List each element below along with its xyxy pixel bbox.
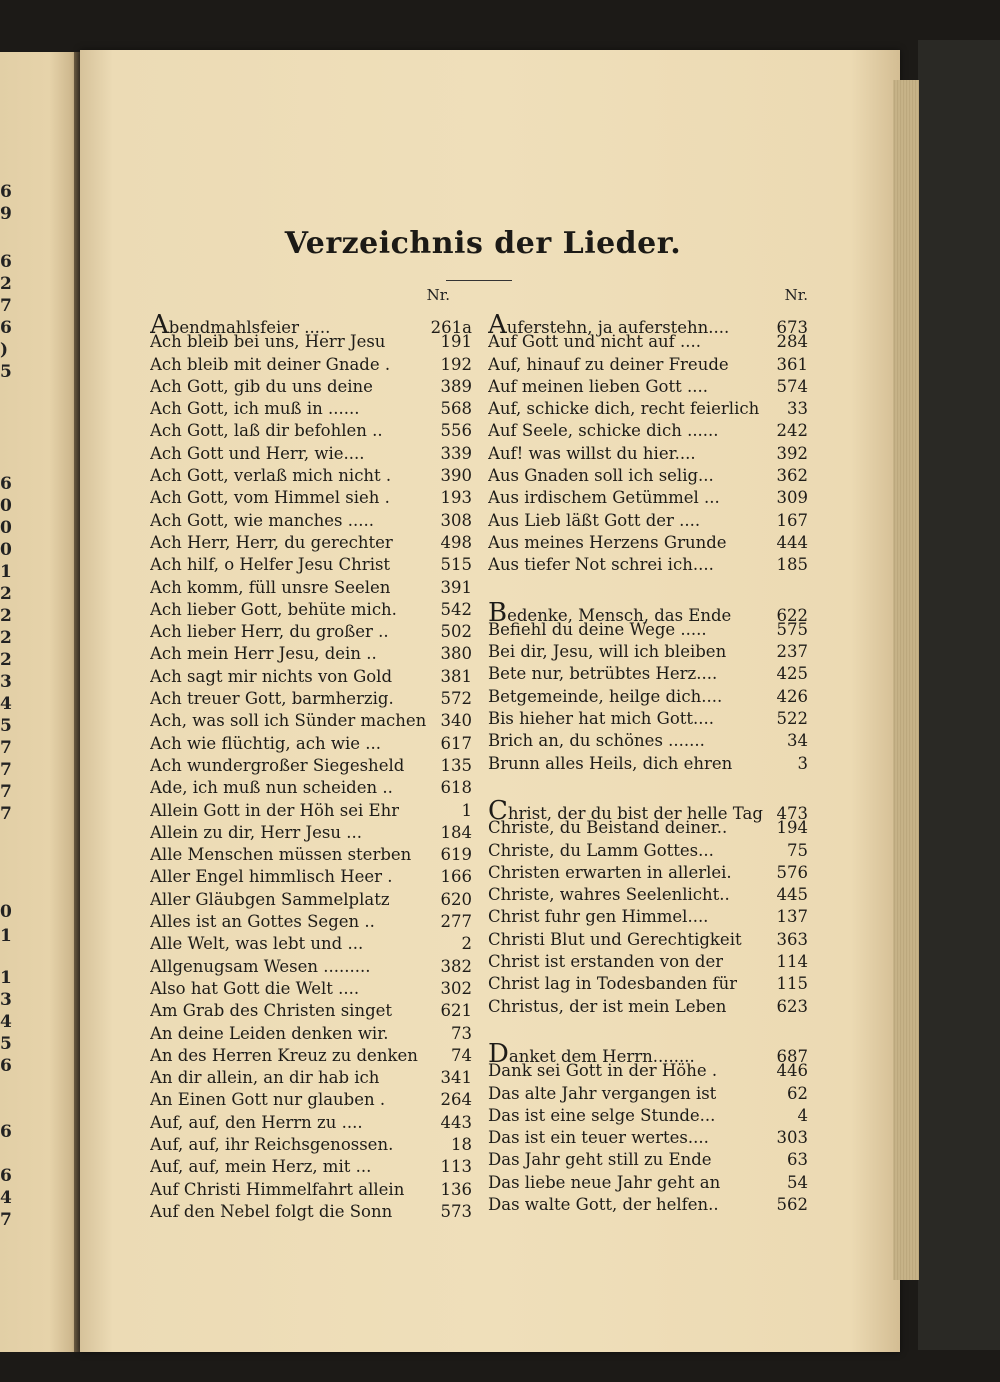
entry-number: 382 — [440, 956, 472, 976]
entry-number: 309 — [776, 488, 808, 508]
index-entry — [150, 488, 472, 510]
entry-title: Ach hilf, o Helfer Jesu Christ — [150, 555, 391, 575]
left-page-number: 4 — [0, 694, 12, 714]
left-page-number: 6 — [0, 1056, 12, 1076]
left-page-number: 0 — [0, 540, 12, 560]
entry-title: Ach lieber Gott, behüte mich. — [150, 599, 397, 619]
index-entry — [150, 756, 472, 778]
left-page-number: 7 — [0, 1210, 12, 1230]
entry-title: Ach Herr, Herr, du gerechter — [150, 532, 393, 552]
entry-title: Auf, schicke dich, recht feierlich — [488, 399, 760, 419]
index-entry — [488, 1150, 808, 1172]
entry-title: Christus, der ist mein Leben — [488, 996, 727, 1016]
entry-number: 623 — [776, 996, 808, 1016]
entry-title: Ach komm, füll unsre Seelen — [150, 577, 391, 597]
entry-number: 446 — [776, 1061, 808, 1081]
entry-title: Bedenke, Mensch, das Ende — [488, 597, 732, 628]
index-column-left — [150, 286, 472, 1224]
entry-title: Aus tiefer Not schrei ich.... — [488, 555, 714, 575]
entry-number: 1 — [461, 800, 472, 820]
entry-number: 242 — [776, 421, 808, 441]
index-entry — [488, 841, 808, 863]
index-entry — [488, 377, 808, 399]
entry-number: 568 — [440, 399, 472, 419]
entry-title: Ach bleib bei uns, Herr Jesu — [150, 332, 386, 352]
index-entry — [150, 600, 472, 622]
left-page-number: 6 — [0, 1122, 12, 1142]
entry-number: 194 — [776, 818, 808, 838]
entry-title: Allein Gott in der Höh sei Ehr — [150, 800, 400, 820]
entry-title: Ach Gott, verlaß mich nicht . — [150, 466, 392, 486]
entry-title: Auf Gott und nicht auf .... — [488, 332, 702, 352]
index-entry — [488, 399, 808, 421]
entry-number: 113 — [440, 1157, 472, 1177]
entry-title: Bete nur, betrübtes Herz.... — [488, 664, 718, 684]
left-page-number: 7 — [0, 760, 12, 780]
entry-number: 502 — [440, 622, 472, 642]
entry-number: 473 — [776, 803, 808, 823]
left-page-number: 4 — [0, 1012, 12, 1032]
left-page-number: 7 — [0, 782, 12, 802]
index-entry — [150, 399, 472, 421]
entry-title: An Einen Gott nur glauben . — [150, 1090, 386, 1110]
left-page-number: 1 — [0, 968, 12, 988]
entry-number: 284 — [776, 332, 808, 352]
index-entry — [488, 1061, 808, 1083]
left-page-number: 7 — [0, 738, 12, 758]
entry-title: Christi Blut und Gerechtigkeit — [488, 929, 742, 949]
left-page-number: 7 — [0, 804, 12, 824]
entry-title: Betgemeinde, heilge dich.... — [488, 686, 723, 706]
index-entry — [150, 1157, 472, 1179]
entry-number: 340 — [440, 711, 472, 731]
left-page-number: 5 — [0, 362, 12, 382]
entry-number: 572 — [440, 689, 472, 709]
entry-title: Auf, auf, den Herrn zu .... — [150, 1112, 363, 1132]
left-page-number: ) — [0, 340, 9, 360]
entry-title: Bei dir, Jesu, will ich bleiben — [488, 642, 727, 662]
entry-title: Ach lieber Herr, du großer .. — [150, 622, 389, 642]
left-page-number: 3 — [0, 672, 12, 692]
left-page-number: 5 — [0, 716, 12, 736]
index-entry — [150, 644, 472, 666]
entry-number: 381 — [440, 666, 472, 686]
index-entry — [150, 1024, 472, 1046]
index-entry — [150, 1135, 472, 1157]
index-entry — [488, 687, 808, 709]
entry-number: 277 — [440, 912, 472, 932]
entry-number: 137 — [776, 907, 808, 927]
page-title: Verzeichnis der Lieder. — [284, 226, 682, 261]
index-entry — [150, 957, 472, 979]
entry-number: 74 — [451, 1045, 472, 1065]
left-page-number: 0 — [0, 902, 12, 922]
entry-title: Christen erwarten in allerlei. — [488, 862, 732, 882]
entry-title: Aus Gnaden soll ich selig... — [488, 466, 714, 486]
index-entry — [150, 444, 472, 466]
index-entry — [150, 578, 472, 600]
entry-title: Das walte Gott, der helfen.. — [488, 1194, 719, 1214]
entry-title: Christ fuhr gen Himmel.... — [488, 907, 709, 927]
left-page-number: 6 — [0, 318, 12, 338]
entry-title: An dir allein, an dir hab ich — [150, 1068, 380, 1088]
entry-title: Auf! was willst du hier.... — [488, 443, 696, 463]
entry-title: Danket dem Herrn........ — [488, 1038, 695, 1069]
entry-number: 62 — [787, 1083, 808, 1103]
entry-number: 339 — [440, 443, 472, 463]
entry-number: 392 — [776, 443, 808, 463]
left-page-number: 1 — [0, 926, 12, 946]
entry-number: 444 — [776, 532, 808, 552]
index-entry — [150, 466, 472, 488]
left-page-number: 6 — [0, 252, 12, 272]
entry-title: Also hat Gott die Welt .... — [150, 978, 360, 998]
entry-title: Befiehl du deine Wege ..... — [488, 619, 707, 639]
index-entry — [150, 867, 472, 889]
entry-number: 302 — [440, 978, 472, 998]
entry-title: Christ ist erstanden von der — [488, 952, 724, 972]
letter-group-gap — [488, 1019, 808, 1039]
entry-number: 362 — [776, 466, 808, 486]
entry-number: 445 — [776, 885, 808, 905]
index-entry — [488, 1195, 808, 1217]
index-entry — [488, 1106, 808, 1128]
index-entry — [488, 907, 808, 929]
left-page-number: 3 — [0, 990, 12, 1010]
index-entry — [488, 511, 808, 533]
index-entry — [488, 466, 808, 488]
entry-title: Auf, auf, ihr Reichsgenossen. — [150, 1134, 394, 1154]
entry-number: 114 — [776, 952, 808, 972]
index-entry — [150, 377, 472, 399]
entry-number: 515 — [440, 555, 472, 575]
index-entry — [488, 533, 808, 555]
entry-number: 391 — [440, 577, 472, 597]
index-entry — [150, 979, 472, 1001]
entry-title: Ach sagt mir nichts von Gold — [150, 666, 393, 686]
entry-number: 390 — [440, 466, 472, 486]
entry-number: 261a — [430, 318, 472, 337]
index-entry — [488, 642, 808, 664]
left-page-number: 0 — [0, 518, 12, 538]
entry-title: Christ lag in Todesbanden für — [488, 974, 738, 994]
index-entry — [150, 667, 472, 689]
index-entry — [488, 952, 808, 974]
left-page-number: 7 — [0, 296, 12, 316]
entry-title: Ach wundergroßer Siegesheld — [150, 755, 405, 775]
entry-title: Das alte Jahr vergangen ist — [488, 1083, 717, 1103]
index-entry — [488, 731, 808, 753]
index-entry — [150, 801, 472, 823]
entry-number: 167 — [776, 510, 808, 530]
index-entry — [488, 930, 808, 952]
left-page-number: 2 — [0, 650, 12, 670]
entry-title: Ach Gott, wie manches ..... — [150, 510, 374, 530]
entry-number: 576 — [776, 862, 808, 882]
number-column-header: Nr. — [784, 286, 808, 304]
letter-group-gap — [488, 776, 808, 796]
entry-title: Brich an, du schönes ....... — [488, 731, 705, 751]
index-entry — [488, 488, 808, 510]
index-entry — [150, 1113, 472, 1135]
entry-number: 426 — [776, 686, 808, 706]
entry-title: Auferstehn, ja auferstehn.... — [488, 310, 730, 340]
entry-number: 63 — [787, 1150, 808, 1170]
entry-number: 361 — [776, 354, 808, 374]
entry-title: Ach, was soll ich Sünder machen — [150, 711, 427, 731]
left-page-number: 0 — [0, 496, 12, 516]
index-entry — [488, 310, 808, 340]
entry-title: Alles ist an Gottes Segen .. — [150, 912, 375, 932]
entry-title: Ach Gott und Herr, wie.... — [150, 443, 365, 463]
entry-number: 308 — [440, 510, 472, 530]
entry-title: Das liebe neue Jahr geht an — [488, 1172, 721, 1192]
entry-title: Bis hieher hat mich Gott.... — [488, 709, 715, 729]
entry-title: Aus irdischem Getümmel ... — [488, 488, 720, 508]
index-entry — [488, 355, 808, 377]
entry-title: Ach Gott, vom Himmel sieh . — [150, 488, 390, 508]
entry-title: Ach Gott, laß dir befohlen .. — [150, 421, 383, 441]
index-entry — [488, 974, 808, 996]
letter-group-gap — [488, 578, 808, 598]
index-entry — [488, 795, 808, 826]
index-entry — [150, 823, 472, 845]
index-entry — [150, 1202, 472, 1224]
index-entry — [150, 533, 472, 555]
entry-number: 73 — [451, 1023, 472, 1043]
entry-number: 542 — [440, 599, 472, 619]
index-entry — [150, 511, 472, 533]
index-entry — [488, 1173, 808, 1195]
entry-number: 562 — [776, 1194, 808, 1214]
entry-number: 618 — [440, 778, 472, 798]
entry-title: Am Grab des Christen singet — [150, 1001, 393, 1021]
entry-title: Das ist ein teuer wertes.... — [488, 1128, 709, 1148]
entry-number: 425 — [776, 664, 808, 684]
entry-number: 18 — [451, 1134, 472, 1154]
left-page-number: 9 — [0, 204, 12, 224]
index-entry — [150, 1046, 472, 1068]
index-entry — [488, 555, 808, 577]
entry-number: 33 — [787, 399, 808, 419]
index-entry — [488, 754, 808, 776]
index-entry — [488, 997, 808, 1019]
left-page-number: 4 — [0, 1188, 12, 1208]
entry-title: Das ist eine selge Stunde... — [488, 1105, 716, 1125]
entry-title: Ach Gott, ich muß in ...... — [150, 399, 360, 419]
entry-number: 54 — [787, 1172, 808, 1192]
entry-title: An des Herren Kreuz zu denken — [150, 1045, 418, 1065]
entry-number: 574 — [776, 376, 808, 396]
entry-title: Alle Welt, was lebt und ... — [150, 934, 364, 954]
index-entry — [150, 689, 472, 711]
entry-title: Aus Lieb läßt Gott der .... — [488, 510, 701, 530]
entry-number: 115 — [776, 974, 808, 994]
entry-title: An deine Leiden denken wir. — [150, 1023, 389, 1043]
entry-number: 498 — [440, 532, 472, 552]
entry-number: 166 — [440, 867, 472, 887]
index-entry — [488, 664, 808, 686]
index-entry — [488, 332, 808, 354]
entry-number: 522 — [776, 709, 808, 729]
entry-number: 380 — [440, 644, 472, 664]
index-entry — [150, 421, 472, 443]
left-page-number: 6 — [0, 1166, 12, 1186]
index-entry — [150, 912, 472, 934]
left-page-number: 2 — [0, 628, 12, 648]
index-entry — [488, 709, 808, 731]
entry-title: Abendmahlsfeier ..... — [150, 310, 331, 340]
title-rule — [446, 280, 512, 281]
entry-number: 191 — [440, 332, 472, 352]
entry-number: 193 — [440, 488, 472, 508]
entry-title: Aller Engel himmlisch Heer . — [150, 867, 393, 887]
index-entry — [150, 778, 472, 800]
index-entry — [488, 885, 808, 907]
entry-number: 575 — [776, 619, 808, 639]
index-entry — [150, 1180, 472, 1202]
entry-title: Allein zu dir, Herr Jesu ... — [150, 822, 362, 842]
index-entry — [488, 863, 808, 885]
index-entry — [488, 421, 808, 443]
entry-number: 673 — [776, 318, 808, 337]
entry-number: 185 — [776, 555, 808, 575]
left-page-number: 5 — [0, 1034, 12, 1054]
entry-number: 192 — [440, 354, 472, 374]
entry-number: 620 — [440, 889, 472, 909]
left-page-number: 2 — [0, 606, 12, 626]
index-entry — [150, 310, 472, 340]
entry-title: Aus meines Herzens Grunde — [488, 532, 727, 552]
index-entry — [488, 1038, 808, 1069]
index-entry — [150, 355, 472, 377]
entry-number: 389 — [440, 376, 472, 396]
entry-title: Dank sei Gott in der Höhe . — [488, 1061, 718, 1081]
index-entry — [150, 332, 472, 354]
entry-title: Ach Gott, gib du uns deine — [150, 376, 373, 396]
entry-number: 34 — [787, 731, 808, 751]
entry-number: 135 — [440, 755, 472, 775]
index-entry — [488, 1084, 808, 1106]
entry-title: Christe, wahres Seelenlicht.. — [488, 885, 730, 905]
index-entry — [488, 620, 808, 642]
index-entry — [150, 1001, 472, 1023]
entry-number: 184 — [440, 822, 472, 842]
entry-number: 4 — [797, 1105, 808, 1125]
number-column-header: Nr. — [426, 286, 450, 304]
entry-title: Das Jahr geht still zu Ende — [488, 1150, 712, 1170]
entry-number: 264 — [440, 1090, 472, 1110]
entry-title: Alle Menschen müssen sterben — [150, 845, 412, 865]
entry-number: 237 — [776, 642, 808, 662]
entry-title: Allgenugsam Wesen ......... — [150, 956, 371, 976]
index-entry — [488, 1128, 808, 1150]
entry-title: Ach treuer Gott, barmherzig. — [150, 689, 394, 709]
left-page-number: 1 — [0, 562, 12, 582]
index-entry — [150, 1068, 472, 1090]
left-page-number: 2 — [0, 274, 12, 294]
entry-title: Auf, auf, mein Herz, mit ... — [150, 1157, 372, 1177]
index-entry — [150, 555, 472, 577]
entry-title: Christe, du Beistand deiner.. — [488, 818, 728, 838]
entry-number: 75 — [787, 840, 808, 860]
index-entry — [488, 597, 808, 628]
entry-number: 341 — [440, 1068, 472, 1088]
entry-title: Auf Christi Himmelfahrt allein — [150, 1179, 405, 1199]
entry-title: Ach wie flüchtig, ach wie ... — [150, 733, 381, 753]
left-page-number: 6 — [0, 182, 12, 202]
index-entry — [150, 1090, 472, 1112]
entry-number: 621 — [440, 1001, 472, 1021]
entry-title: Ade, ich muß nun scheiden .. — [150, 778, 393, 798]
index-entry — [150, 711, 472, 733]
entry-number: 443 — [440, 1112, 472, 1132]
entry-title: Ach bleib mit deiner Gnade . — [150, 354, 391, 374]
entry-title: Auf, hinauf zu deiner Freude — [488, 354, 729, 374]
entry-number: 687 — [776, 1046, 808, 1066]
entry-title: Christe, du Lamm Gottes... — [488, 840, 714, 860]
entry-title: Aller Gläubgen Sammelplatz — [150, 889, 390, 909]
entry-number: 556 — [440, 421, 472, 441]
index-entry — [150, 734, 472, 756]
index-entry — [150, 845, 472, 867]
entry-title: Christ, der du bist der helle Tag — [488, 795, 763, 826]
entry-number: 617 — [440, 733, 472, 753]
entry-number: 619 — [440, 845, 472, 865]
entry-title: Ach mein Herr Jesu, dein .. — [150, 644, 377, 664]
entry-title: Auf den Nebel folgt die Sonn — [150, 1201, 393, 1221]
index-entry — [150, 890, 472, 912]
index-entry — [150, 934, 472, 956]
entry-title: Auf Seele, schicke dich ...... — [488, 421, 719, 441]
index-entry — [488, 444, 808, 466]
left-page-number: 6 — [0, 474, 12, 494]
entry-title: Brunn alles Heils, dich ehren — [488, 753, 733, 773]
entry-number: 3 — [797, 753, 808, 773]
entry-number: 2 — [461, 934, 472, 954]
entry-number: 363 — [776, 929, 808, 949]
entry-number: 136 — [440, 1179, 472, 1199]
entry-number: 573 — [440, 1201, 472, 1221]
left-page-number: 2 — [0, 584, 12, 604]
index-entry — [150, 622, 472, 644]
entry-title: Auf meinen lieben Gott .... — [488, 376, 708, 396]
entry-number: 622 — [776, 605, 808, 625]
entry-number: 303 — [776, 1128, 808, 1148]
index-column-right — [488, 286, 808, 1217]
